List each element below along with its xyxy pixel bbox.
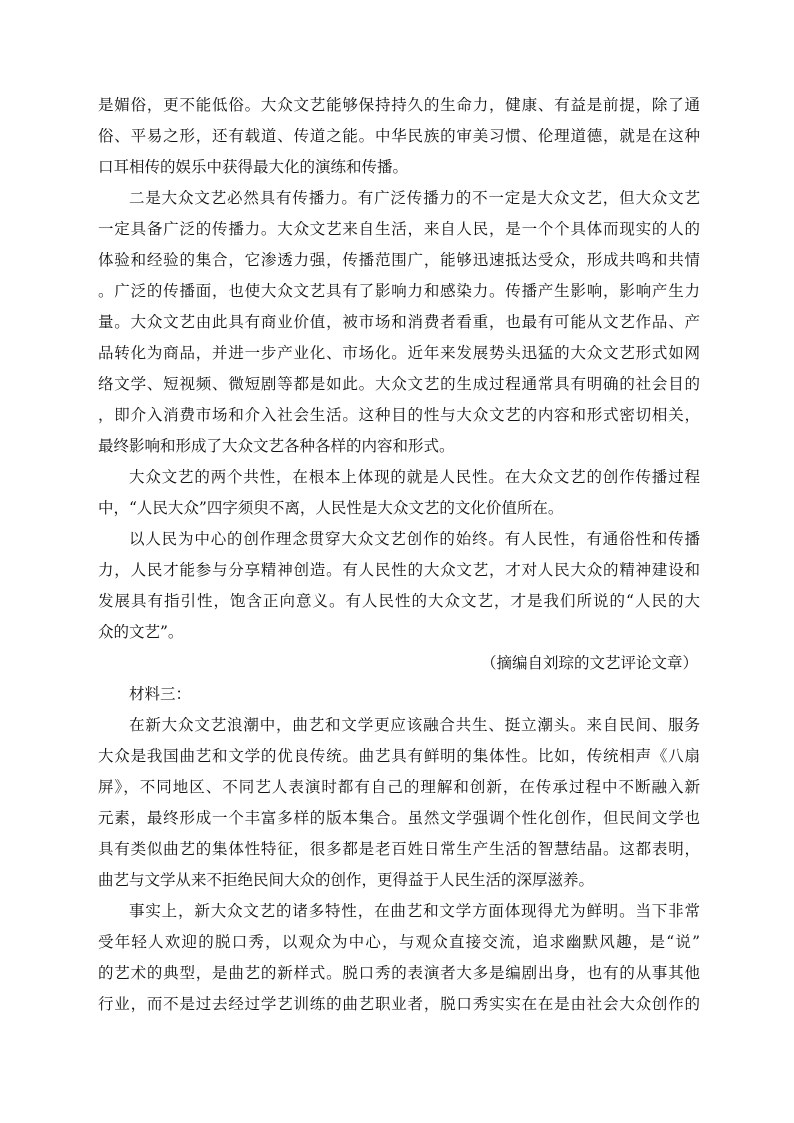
text-line: 力，人民才能参与分享精神创造。有人民性的大众文艺，才对人民大众的精神建设和: [98, 561, 700, 579]
text-line: 。广泛的传播面，也使大众文艺具有了影响力和感染力。传播产生影响，影响产生力: [98, 282, 700, 300]
article-body: [98, 90, 700, 1020]
text-line: 俗、平易之形，还有载道、传道之能。中华民族的审美习惯、伦理道德，就是在这种: [98, 127, 700, 145]
text-line: 具有类似曲艺的集体性特征，很多都是老百姓日常生产生活的智慧结晶。这都表明，: [98, 840, 700, 858]
section-heading: 材料三：: [129, 685, 192, 703]
text-line: 众的文艺”。: [98, 623, 184, 641]
text-line: 是媚俗，更不能低俗。大众文艺能够保持持久的生命力，健康、有益是前提，除了通: [98, 96, 700, 114]
text-line: 大众文艺的两个共性，在根本上体现的就是人民性。在大众文艺的创作传播过程: [129, 468, 700, 486]
text-line: 曲艺与文学从来不拒绝民间大众的创作，更得益于人民生活的深厚滋养。: [98, 871, 595, 889]
text-line: 最终影响和形成了大众文艺各种各样的内容和形式。: [98, 437, 455, 455]
text-line: 络文学、短视频、微短剧等都是如此。大众文艺的生成过程通常具有明确的社会目的: [98, 375, 700, 393]
text-line: 中，“人民大众”四字须臾不离，人民性是大众文艺的文化价值所在。: [98, 499, 564, 517]
text-line: 行业，而不是过去经过学艺训练的曲艺职业者，脱口秀实实在在是由社会大众创作的: [98, 995, 700, 1013]
text-line: 事实上，新大众文艺的诸多特性，在曲艺和文学方面体现得尤为鲜明。当下非常: [129, 902, 700, 920]
source-attribution: （摘编自刘琮的文艺评论文章）: [480, 654, 698, 672]
text-line: 体验和经验的集合，它渗透力强，传播范围广，能够迅速抵达受众，形成共鸣和共情: [98, 251, 700, 269]
text-line: 一定具备广泛的传播力。大众文艺来自生活，来自人民，是一个个具体而现实的人的: [98, 220, 700, 238]
text-line: 在新大众文艺浪潮中，曲艺和文学更应该融合共生、挺立潮头。来自民间、服务: [129, 716, 700, 734]
text-line: ，即介入消费市场和介入社会生活。这种目的性与大众文艺的内容和形式密切相关，: [98, 406, 700, 424]
text-line: 以人民为中心的创作理念贯穿大众文艺创作的始终。有人民性，有通俗性和传播: [129, 530, 700, 548]
text-line: 口耳相传的娱乐中获得最大化的演练和传播。: [98, 158, 409, 176]
text-line: 量。大众文艺由此具有商业价值，被市场和消费者看重，也最有可能从文艺作品、产: [98, 313, 700, 331]
text-line: 的艺术的典型，是曲艺的新样式。脱口秀的表演者大多是编剧出身，也有的从事其他: [98, 964, 700, 982]
text-line: 二是大众文艺必然具有传播力。有广泛传播力的不一定是大众文艺，但大众文艺: [129, 189, 700, 207]
text-line: 受年轻人欢迎的脱口秀，以观众为中心，与观众直接交流，追求幽默风趣，是“说”: [98, 933, 700, 951]
text-line: 大众是我国曲艺和文学的优良传统。曲艺具有鲜明的集体性。比如，传统相声《八扇: [98, 747, 700, 765]
text-line: 元素，最终形成一个丰富多样的版本集合。虽然文学强调个性化创作，但民间文学也: [98, 809, 700, 827]
text-line: 品转化为商品，并进一步产业化、市场化。近年来发展势头迅猛的大众文艺形式如网: [98, 344, 700, 362]
text-line: 发展具有指引性，饱含正向意义。有人民性的大众文艺，才是我们所说的“人民的大: [98, 592, 700, 610]
text-line: 屏》，不同地区、不同艺人表演时都有自己的理解和创新，在传承过程中不断融入新: [98, 778, 700, 796]
